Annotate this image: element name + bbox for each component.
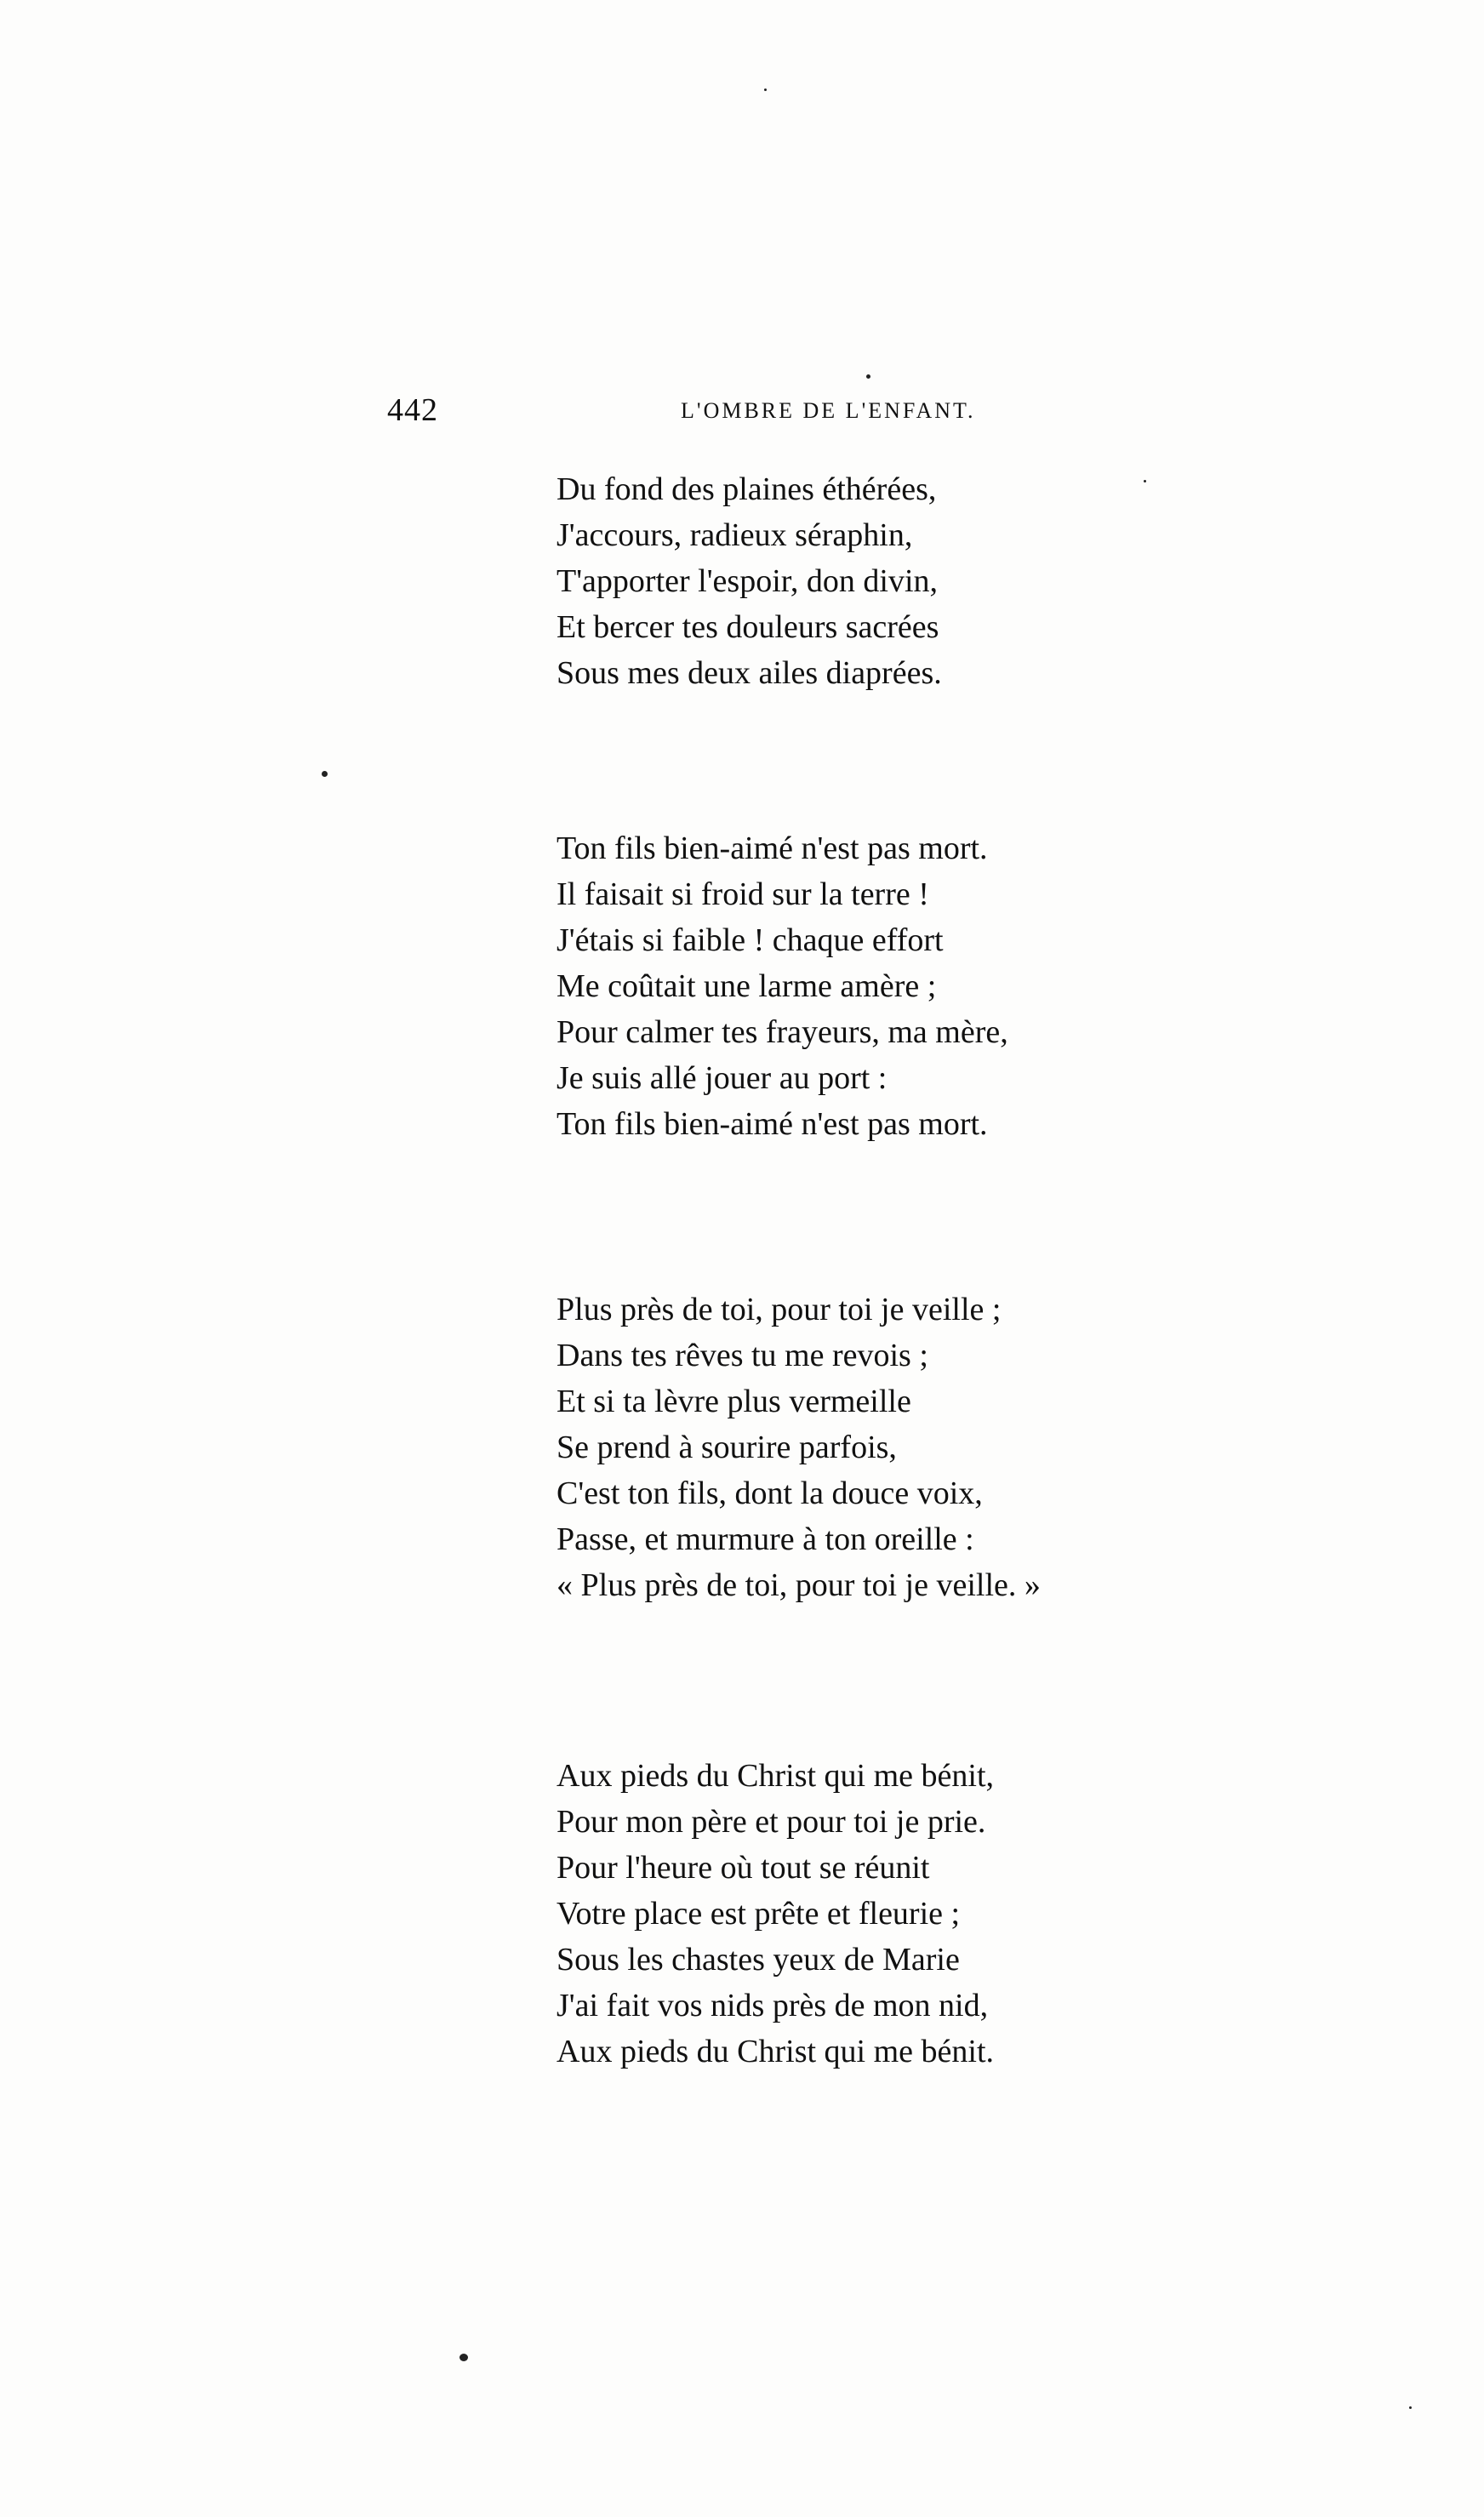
stanza-4 xyxy=(556,1753,1203,2075)
scan-speck xyxy=(322,771,328,777)
scan-speck xyxy=(459,2354,468,2361)
verse-line: Pour calmer tes frayeurs, ma mère, xyxy=(556,1014,1008,1050)
verse-line: Se prend à sourire parfois, xyxy=(556,1430,897,1465)
verse-line: Plus près de toi, pour toi je veille ; xyxy=(556,1292,1002,1327)
verse-line: J'accours, radieux séraphin, xyxy=(556,517,913,553)
verse-line: Et bercer tes douleurs sacrées xyxy=(556,609,939,645)
running-title: L'OMBRE DE L'ENFANT. xyxy=(681,398,976,423)
verse-line: Aux pieds du Christ qui me bénit, xyxy=(556,1758,995,1794)
verse-line: Dans tes rêves tu me revois ; xyxy=(556,1338,928,1373)
verse-line: « Plus près de toi, pour toi je veille. » xyxy=(556,1567,1041,1603)
verse-line: Ton fils bien-aimé n'est pas mort. xyxy=(556,1106,988,1142)
verse-line: J'ai fait vos nids près de mon nid, xyxy=(556,1988,989,2023)
scan-speck xyxy=(764,88,767,91)
verse-line: Pour l'heure où tout se réunit xyxy=(556,1850,930,1886)
scan-speck xyxy=(1409,2406,1412,2409)
verse-line: Ton fils bien-aimé n'est pas mort. xyxy=(556,830,988,866)
stanza-3 xyxy=(556,1287,1203,1608)
verse-line: Me coûtait une larme amère ; xyxy=(556,968,937,1004)
scan-speck xyxy=(866,374,870,379)
verse-line: Du fond des plaines éthérées, xyxy=(556,471,937,507)
verse-line: Passe, et murmure à ton oreille : xyxy=(556,1521,974,1557)
verse-line: Sous les chastes yeux de Marie xyxy=(556,1942,960,1978)
verse-line: Je suis allé jouer au port : xyxy=(556,1060,888,1096)
verse-line: Sous mes deux ailes diaprées. xyxy=(556,655,942,691)
verse-line: Aux pieds du Christ qui me bénit. xyxy=(556,2034,995,2069)
page-number: 442 xyxy=(387,392,438,428)
scan-speck xyxy=(1144,480,1146,482)
verse-line: C'est ton fils, dont la douce voix, xyxy=(556,1475,983,1511)
stanza-2 xyxy=(556,825,1203,1147)
stanza-1 xyxy=(556,466,1203,696)
verse-line: T'apporter l'espoir, don divin, xyxy=(556,563,939,599)
verse-line: Il faisait si froid sur la terre ! xyxy=(556,876,929,912)
verse-line: Votre place est prête et fleurie ; xyxy=(556,1896,961,1932)
verse-line: Et si ta lèvre plus vermeille xyxy=(556,1384,911,1419)
verse-line: J'étais si faible ! chaque effort xyxy=(556,922,944,958)
verse-line: Pour mon père et pour toi je prie. xyxy=(556,1804,986,1840)
